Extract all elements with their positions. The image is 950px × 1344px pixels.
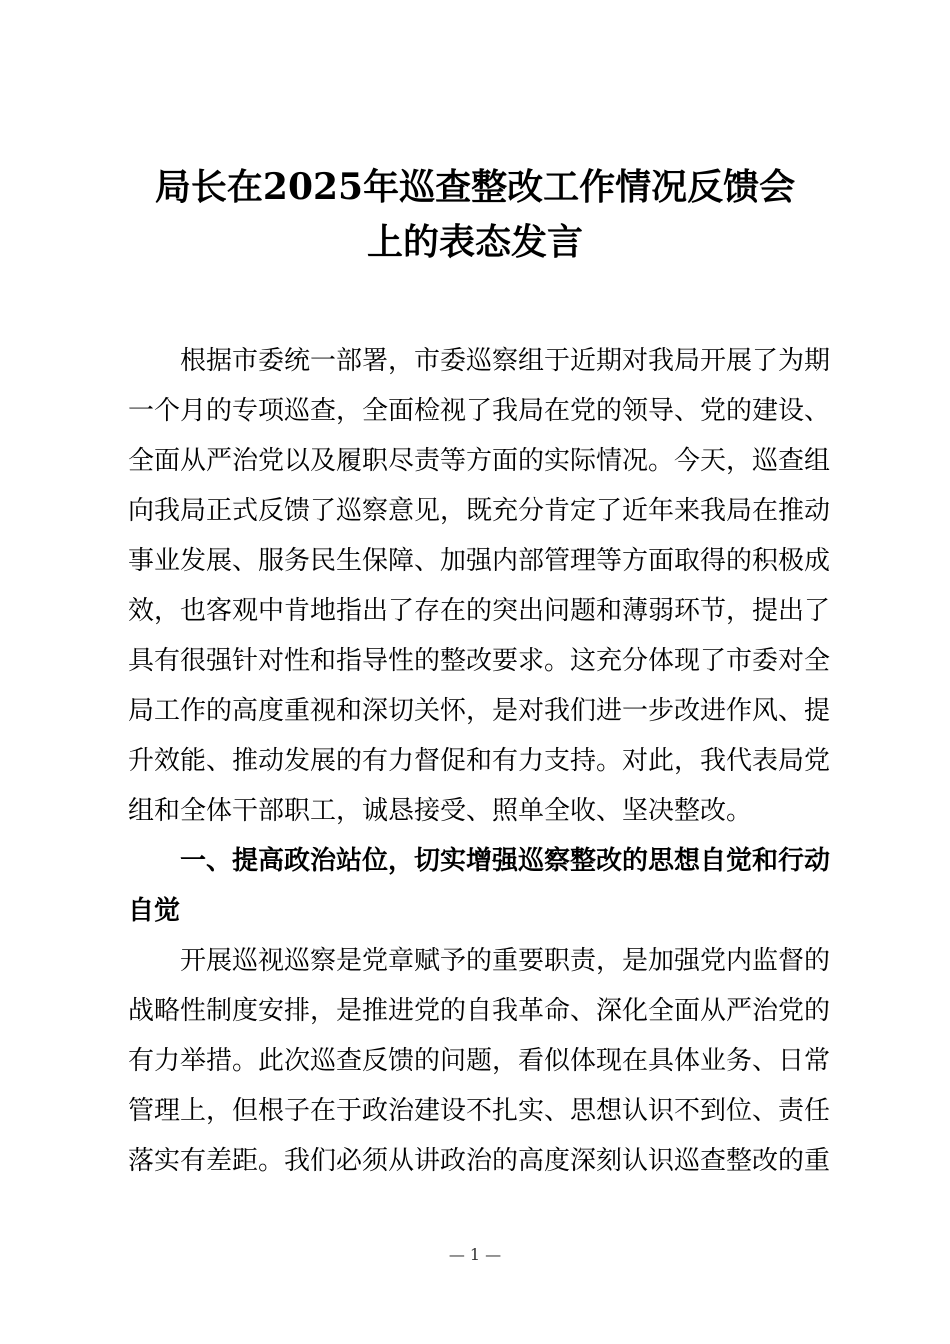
text-line: 局工作的高度重视和深切关怀，是对我们进一步改进作风、提	[128, 696, 831, 726]
text-line: 全面从严治党以及履职尽责等方面的实际情况。今天，巡查组	[128, 446, 831, 476]
text-line: 事业发展、服务民生保障、加强内部管理等方面取得的积极成	[128, 546, 831, 576]
text-line: 落实有差距。我们必须从讲政治的高度深刻认识巡查整改的重	[128, 1146, 831, 1176]
title-line-2: 上的表态发言	[366, 221, 583, 263]
text-line: 战略性制度安排，是推进党的自我革命、深化全面从严治党的	[128, 996, 831, 1026]
paragraph	[128, 936, 831, 1186]
page-number: — 1 —	[448, 1245, 502, 1264]
paragraph	[128, 336, 831, 836]
text-line: 管理上，但根子在于政治建设不扎实、思想认识不到位、责任	[128, 1096, 831, 1126]
text-line: 具有很强针对性和指导性的整改要求。这充分体现了市委对全	[128, 646, 831, 676]
text-line: 一、提高政治站位，切实增强巡察整改的思想自觉和行动	[128, 846, 831, 876]
text-line: 开展巡视巡察是党章赋予的重要职责，是加强党内监督的	[128, 946, 831, 976]
text-line: 向我局正式反馈了巡察意见，既充分肯定了近年来我局在推动	[128, 496, 831, 526]
text-line: 效，也客观中肯地指出了存在的突出问题和薄弱环节，提出了	[128, 596, 831, 626]
title-line-1: 局长在2025年巡查整改工作情况反馈会	[154, 166, 796, 208]
document-body	[128, 336, 831, 1186]
text-line: 根据市委统一部署，市委巡察组于近期对我局开展了为期	[128, 346, 831, 376]
text-line: 组和全体干部职工，诚恳接受、照单全收、坚决整改。	[128, 796, 753, 826]
text-line: 有力举措。此次巡查反馈的问题，看似体现在具体业务、日常	[128, 1046, 831, 1076]
section-heading	[128, 836, 831, 936]
text-line: 自觉	[128, 896, 181, 926]
document-title	[0, 160, 950, 270]
text-line: 一个月的专项巡查，全面检视了我局在党的领导、党的建设、	[128, 396, 831, 426]
text-line: 升效能、推动发展的有力督促和有力支持。对此，我代表局党	[128, 746, 831, 776]
